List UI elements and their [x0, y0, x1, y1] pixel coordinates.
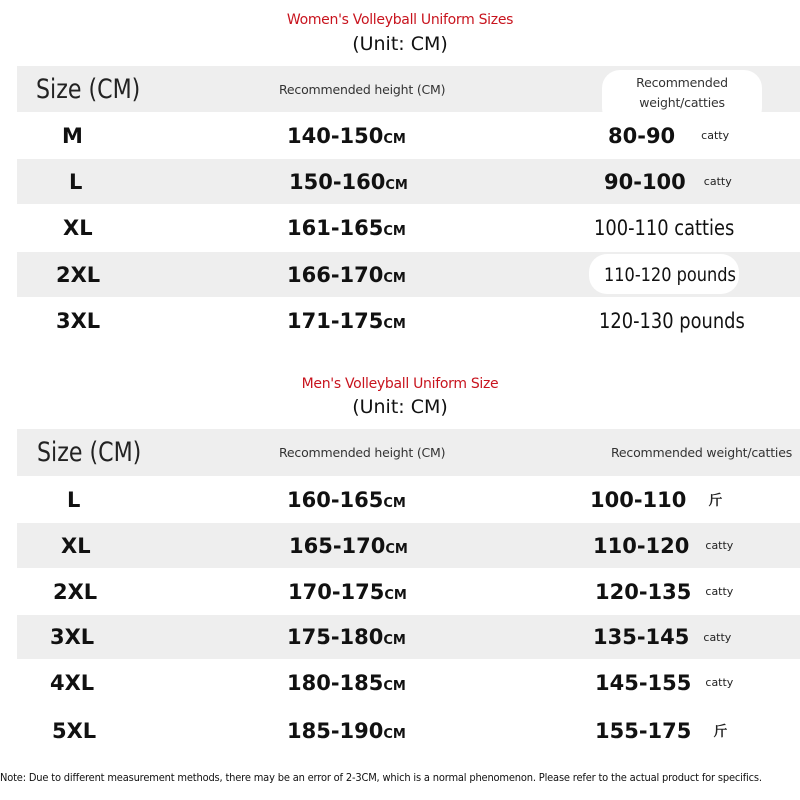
weight-value: 80-90	[608, 123, 676, 148]
table-row	[17, 523, 800, 568]
table-row	[17, 297, 800, 345]
height-value: 180-185CM	[287, 670, 406, 695]
size-value: 4XL	[50, 670, 95, 695]
size-column-header	[36, 66, 163, 112]
women-unit-label: (Unit: CM)	[352, 33, 448, 55]
table-row	[17, 568, 800, 615]
weight-unit: catty	[703, 630, 732, 644]
size-value: XL	[61, 533, 91, 558]
weight-column-header	[611, 429, 792, 476]
height-value: 165-170CM	[289, 533, 408, 558]
height-value: 171-175CM	[287, 309, 406, 333]
weight-value: 100-110 catties	[594, 216, 735, 240]
men-section-title: Men's Volleyball Uniform Size	[301, 376, 499, 392]
weight-value: 120-135	[595, 579, 692, 604]
height-value: 170-175CM	[288, 579, 407, 604]
weight-unit: catty	[705, 676, 734, 689]
table-row	[17, 659, 800, 706]
height-header-label: Recommended height (CM)	[279, 445, 446, 460]
height-value: 140-150CM	[287, 123, 406, 148]
weight-unit: catty	[705, 539, 734, 552]
table-row	[17, 252, 800, 297]
height-column-header	[279, 66, 445, 112]
women-section-title: Women's Volleyball Uniform Sizes	[286, 12, 514, 28]
table-row	[17, 112, 800, 159]
height-value: 160-165CM	[287, 487, 406, 512]
weight-unit: 斤	[713, 724, 728, 740]
table-row	[17, 615, 800, 659]
weight-value: 90-100	[604, 169, 686, 194]
size-value: 2XL	[56, 262, 101, 287]
table-row	[17, 159, 800, 204]
size-value: 3XL	[50, 625, 95, 649]
men-unit-label: (Unit: CM)	[352, 396, 448, 418]
height-column-header	[279, 429, 445, 476]
height-value: 166-170CM	[287, 262, 406, 287]
weight-unit: catty	[703, 175, 732, 188]
measurement-note: Note: Due to different measurement methods, there may be an error of 2-3CM, which is a normal phenomenon. Please refer to the actual product for specifics.	[0, 771, 762, 784]
height-value: 185-190CM	[287, 719, 406, 743]
table-row	[17, 204, 800, 252]
size-column-header	[37, 429, 164, 476]
weight-value: 100-110	[590, 487, 687, 512]
table-row	[17, 476, 800, 523]
weight-value: 120-130 pounds	[599, 309, 745, 333]
size-header-label: Size (CM)	[36, 73, 141, 105]
size-value: 5XL	[52, 719, 97, 743]
weight-value: 135-145	[593, 625, 690, 649]
weight-value: 110-120	[593, 533, 690, 558]
size-value: 2XL	[53, 579, 98, 604]
weight-unit: catty	[705, 585, 734, 598]
weight-value: 145-155	[595, 670, 692, 695]
height-header-label: Recommended height (CM)	[279, 81, 446, 97]
weight-header-line2: weight/catties	[639, 94, 725, 110]
weight-value: 155-175	[595, 719, 692, 743]
size-value: L	[67, 487, 81, 512]
weight-unit: 斤	[708, 492, 723, 509]
size-value: 3XL	[56, 309, 101, 333]
weight-value: 110-120 pounds	[604, 263, 736, 286]
weight-header-label: Recommended weight/catties	[611, 445, 793, 460]
weight-header-line1: Recommended	[636, 74, 728, 90]
table-header-row	[17, 66, 800, 112]
height-value: 150-160CM	[289, 169, 408, 194]
size-header-label: Size (CM)	[37, 437, 142, 468]
height-value: 161-165CM	[287, 216, 406, 240]
size-value: L	[69, 169, 83, 194]
size-value: M	[62, 123, 83, 148]
weight-unit: catty	[701, 129, 730, 142]
weight-column-header	[602, 70, 762, 114]
height-value: 175-180CM	[287, 625, 406, 649]
size-value: XL	[63, 216, 93, 240]
table-header-row	[17, 429, 800, 476]
table-row	[17, 706, 800, 756]
